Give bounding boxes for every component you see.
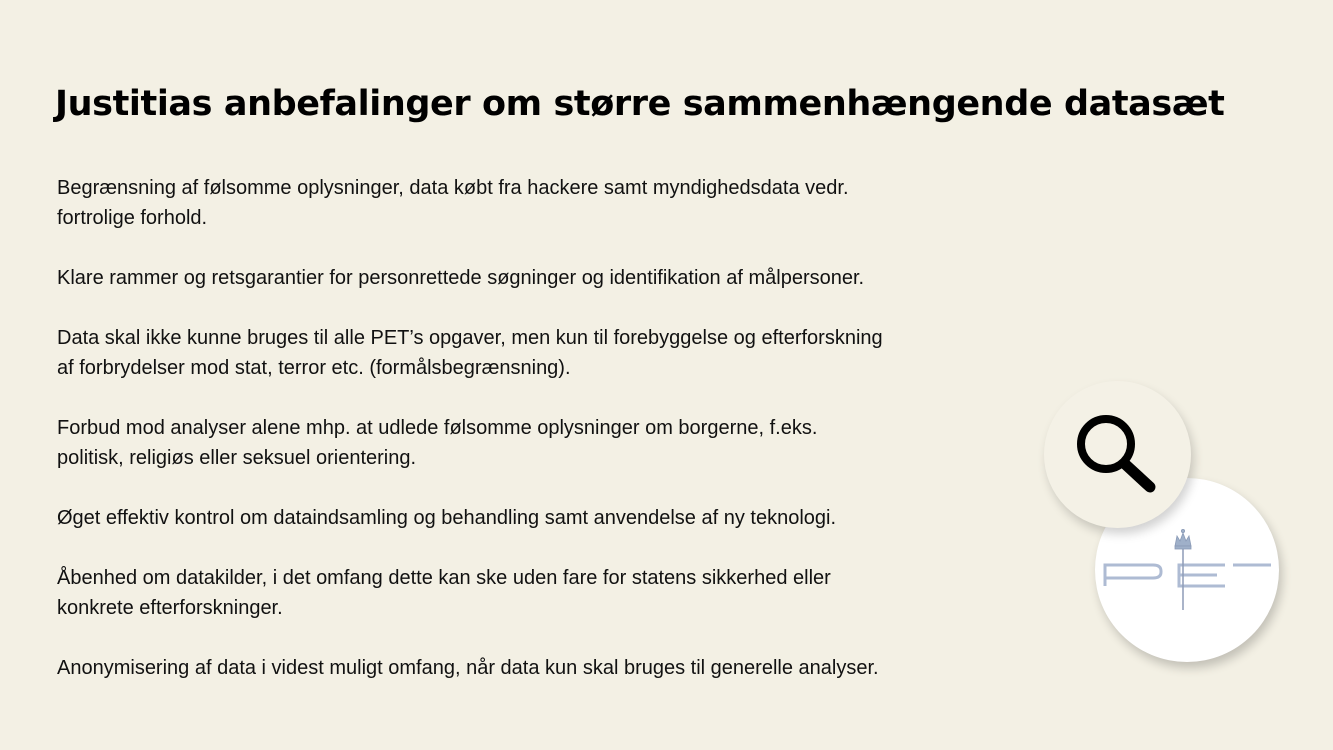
list-item: Åbenhed om datakilder, i det omfang dette kan ske uden fare for statens sikkerhed eller konkrete efterforskninger. <box>57 567 831 619</box>
list-item: Klare rammer og retsgarantier for personrettede søgninger og identifikation af målpersoner. <box>57 267 865 289</box>
list-item: Anonymisering af data i videst muligt omfang, når data kun skal bruges til generelle analyser. <box>57 657 879 679</box>
search-circle <box>1044 381 1191 528</box>
list-item: Data skal ikke kunne bruges til alle PET’s opgaver, men kun til forebyggelse og efterforskning af forbrydelser mod stat, terror etc. (formålsbegrænsning). <box>57 327 883 379</box>
slide-title: Justitias anbefalinger om større sammenhængende datasæt <box>55 84 1225 124</box>
list-item: Øget effektiv kontrol om dataindsamling og behandling samt anvendelse af ny teknologi. <box>57 507 837 529</box>
list-item: Begrænsning af følsomme oplysninger, data købt fra hackere samt myndighedsdata vedr. fortrolige forhold. <box>57 177 849 229</box>
magnifying-glass-icon <box>1044 381 1191 528</box>
list-item: Forbud mod analyser alene mhp. at udlede følsomme oplysninger om borgerne, f.eks. politisk, religiøs eller seksuel orientering. <box>57 417 818 469</box>
recommendation-list <box>57 173 1017 713</box>
